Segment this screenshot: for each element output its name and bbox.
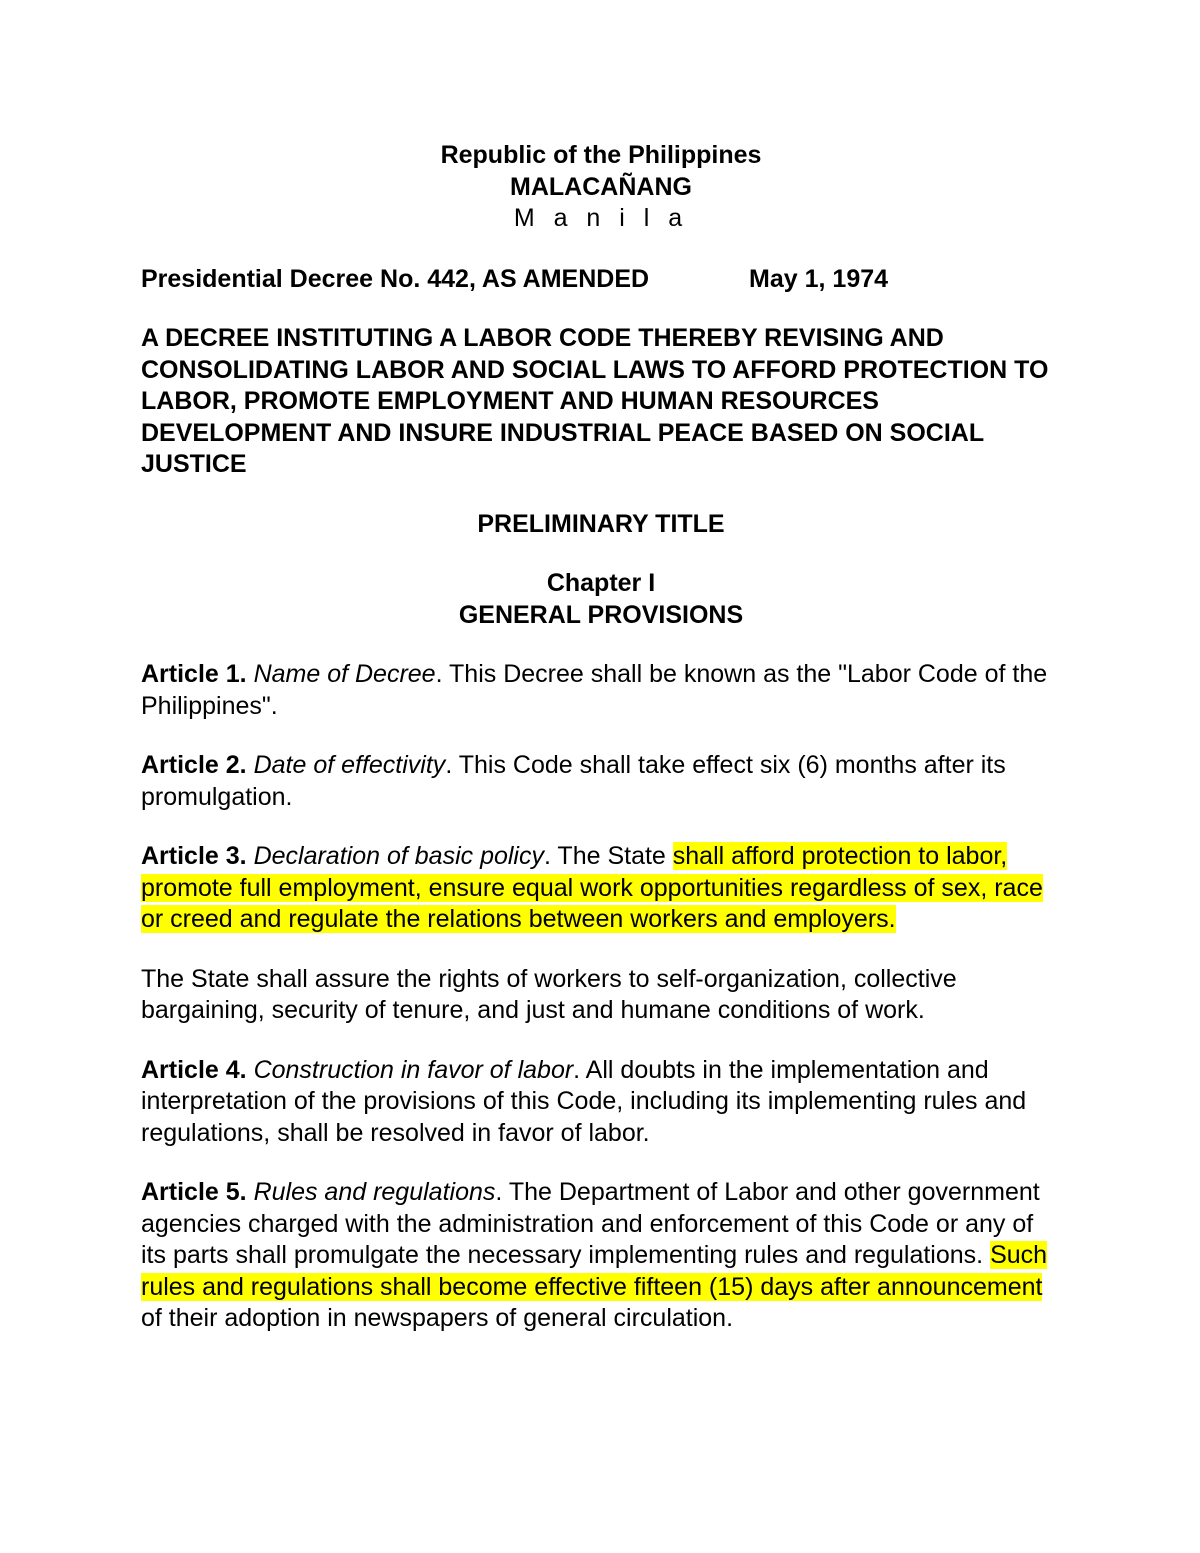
- article-5-text-after: of their adoption in newspapers of general circulation.: [141, 1304, 734, 1332]
- article-1-text: . This Decree shall be known as the "Labor Code of the Philippines".: [141, 660, 1048, 720]
- article-1-heading: Name of Decree: [253, 660, 436, 688]
- chapter-label: Chapter I: [546, 569, 656, 597]
- decree-date: May 1, 1974: [749, 264, 889, 293]
- decree-number: Presidential Decree No. 442, AS AMENDED: [141, 264, 650, 293]
- chapter-name: GENERAL PROVISIONS: [458, 600, 744, 629]
- article-3-highlight: shall afford protection to labor, promote full employment, ensure equal work opportunities regardless of sex, race or creed and regulate the relations between workers and employers.: [141, 842, 1043, 933]
- article-5-highlight: Such rules and regulations shall become effective fifteen (15) days after announcement: [141, 1241, 1048, 1301]
- decree-title: A DECREE INSTITUTING A LABOR CODE THEREBY REVISING AND CONSOLIDATING LABOR AND SOCIAL LAWS TO AFFORD PROTECTION TO LABOR, PROMOTE EMPLOYMENT AND HUMAN RESOURCES DEVELOPMENT AND INSURE INDUSTRIAL PEACE BASED ON SOCIAL JUSTICE: [141, 324, 1049, 478]
- article-1-number: Article 1.: [141, 660, 247, 688]
- article-4-text: . All doubts in the implementation and interpretation of the provisions of this Code, including its implementing rules and regulations, shall be resolved in favor of labor.: [141, 1055, 1027, 1147]
- article-3-text: . The State: [543, 842, 673, 870]
- article-5-number: Article 5.: [141, 1178, 247, 1206]
- article-2-heading: Date of effectivity: [253, 751, 446, 779]
- article-5: [141, 1177, 1061, 1335]
- article-2-text: . This Code shall take effect six (6) months after its promulgation.: [141, 751, 1006, 811]
- article-4-number: Article 4.: [141, 1055, 247, 1084]
- document-page: [141, 140, 1061, 1335]
- republic-heading: Republic of the Philippines: [440, 141, 762, 169]
- article-4-heading: Construction in favor of labor: [253, 1055, 574, 1084]
- article-3-number: Article 3.: [141, 842, 247, 870]
- decree-line: [141, 264, 1061, 296]
- article-4: [141, 1055, 1061, 1150]
- article-5-text: . The Department of Labor and other government agencies charged with the administration and enforcement of this Code or any of its parts shall promulgate the necessary implementing rules and regulations.: [141, 1178, 1040, 1269]
- office-heading: MALACAÑANG: [510, 172, 692, 201]
- article-2: [141, 750, 1061, 813]
- article-3-heading: Declaration of basic policy: [253, 842, 544, 870]
- article-2-number: Article 2.: [141, 751, 247, 779]
- article-1: [141, 659, 1061, 722]
- article-3: [141, 841, 1061, 936]
- preliminary-title: PRELIMINARY TITLE: [477, 509, 725, 538]
- article-5-heading: Rules and regulations: [253, 1178, 496, 1206]
- city-heading: M a n i l a: [513, 204, 689, 232]
- article-3-paragraph-2: The State shall assure the rights of workers to self-organization, collective bargaining, security of tenure, and just and humane conditions of work.: [141, 964, 957, 1024]
